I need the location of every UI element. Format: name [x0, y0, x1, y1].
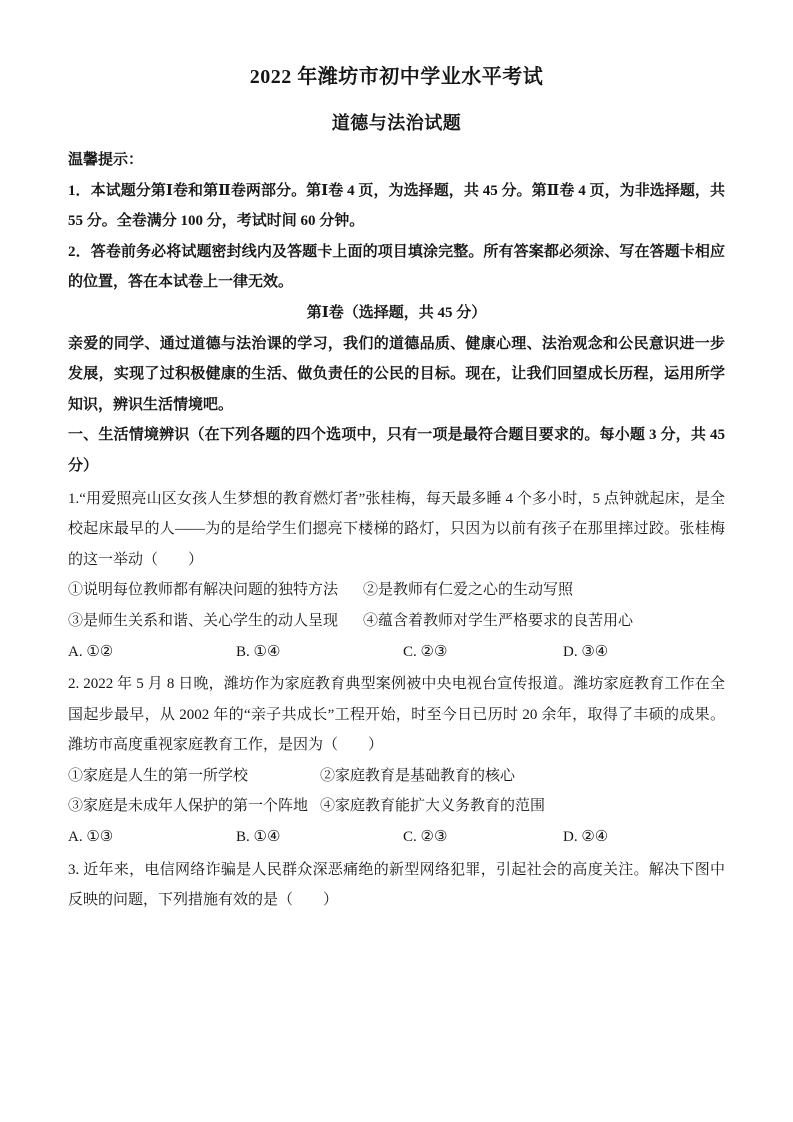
question-3	[68, 855, 725, 916]
question-1-option-2: ②是教师有仁爱之心的生动写照	[363, 582, 574, 599]
question-2-choice-a: A. ①③	[68, 829, 114, 846]
question-1-option-row-2	[68, 606, 725, 637]
notice-item-2: 2．答卷前务必将试题密封线内及答题卡上面的项目填涂完整。所有答案都必须涂、写在答题卡相应的位置，答在本试卷上一律无效。	[68, 243, 725, 291]
notice-heading: 温馨提示：	[68, 152, 144, 168]
question-2-choices	[68, 822, 725, 853]
question-1-choice-a: A. ①②	[68, 643, 114, 660]
question-1-option-3: ③是师生关系和谐、关心学生的动人呈现	[68, 612, 339, 629]
part1-heading: 一、生活情境辨识（在下列各题的四个选项中，只有一项是最符合题目要求的。每小题 3 分，共 45 分）	[68, 427, 725, 474]
question-2-choice-d: D. ②④	[563, 829, 609, 846]
question-1-option-row-1	[68, 575, 725, 606]
question-1-choice-d: D. ③④	[563, 643, 609, 660]
doc-title: 2022 年潍坊市初中学业水平考试	[249, 66, 544, 88]
question-2	[68, 669, 725, 853]
question-1-choice-b: B. ①④	[236, 643, 281, 660]
question-2-option-2: ②家庭教育是基础教育的核心	[320, 767, 516, 784]
question-1	[68, 484, 725, 668]
question-2-choice-c: C. ②③	[403, 829, 448, 846]
question-3-stem: 3. 近年来，电信网络诈骗是人民群众深恶痛绝的新型网络犯罪，引起社会的高度关注。解决下图中反映的问题，下列措施有效的是（ ）	[68, 861, 725, 909]
question-1-choice-c: C. ②③	[403, 643, 448, 660]
volume1-intro: 亲爱的同学、通过道德与法治课的学习，我们的道德品质、健康心理、法治观念和公民意识进一步发展，实现了过积极健康的生活、做负责任的公民的目标。现在，让我们回望成长历程，运用所学知识，辨识生活情境吧。	[68, 335, 725, 413]
question-2-option-row-1	[68, 761, 725, 792]
question-2-option-row-2	[68, 791, 725, 822]
doc-subtitle: 道德与法治试题	[331, 113, 462, 133]
volume1-header: 第Ⅰ卷（选择题，共 45 分）	[306, 304, 487, 321]
question-1-choices	[68, 637, 725, 668]
notice-item-1: 1．本试题分第Ⅰ卷和第Ⅱ卷两部分。第Ⅰ卷 4 页，为选择题，共 45 分。第Ⅱ卷 4 页，为非选择题，共 55 分。全卷满分 100 分，考试时间 60 分钟。	[68, 182, 725, 230]
question-1-option-4: ④蕴含着教师对学生严格要求的良苦用心	[363, 612, 634, 629]
question-1-stem: 1.“用爱照亮山区女孩人生梦想的教育燃灯者”张桂梅，每天最多睡 4 个多小时，5 点钟就起床，是全校起床最早的人——为的是给学生们摁亮下楼梯的路灯，只因为以前有孩子在那里摔过跤。张桂梅的这一举动（ ）	[68, 490, 725, 568]
question-2-choice-b: B. ①④	[236, 829, 281, 846]
question-2-option-4: ④家庭教育能扩大义务教育的范围	[320, 798, 546, 815]
question-2-stem: 2. 2022 年 5 月 8 日晚，潍坊作为家庭教育典型案例被中央电视台宣传报道。潍坊家庭教育工作在全国起步最早，从 2002 年的“亲子共成长”工程开始，时至今日已历时 20 余年，取得了丰硕的成果。潍坊市高度重视家庭教育工作，是因为（ ）	[68, 676, 725, 754]
question-1-option-1: ①说明每位教师都有解决问题的独特方法	[68, 582, 339, 599]
question-2-option-1: ①家庭是人生的第一所学校	[68, 767, 249, 784]
question-2-option-3: ③家庭是未成年人保护的第一个阵地	[68, 798, 309, 815]
